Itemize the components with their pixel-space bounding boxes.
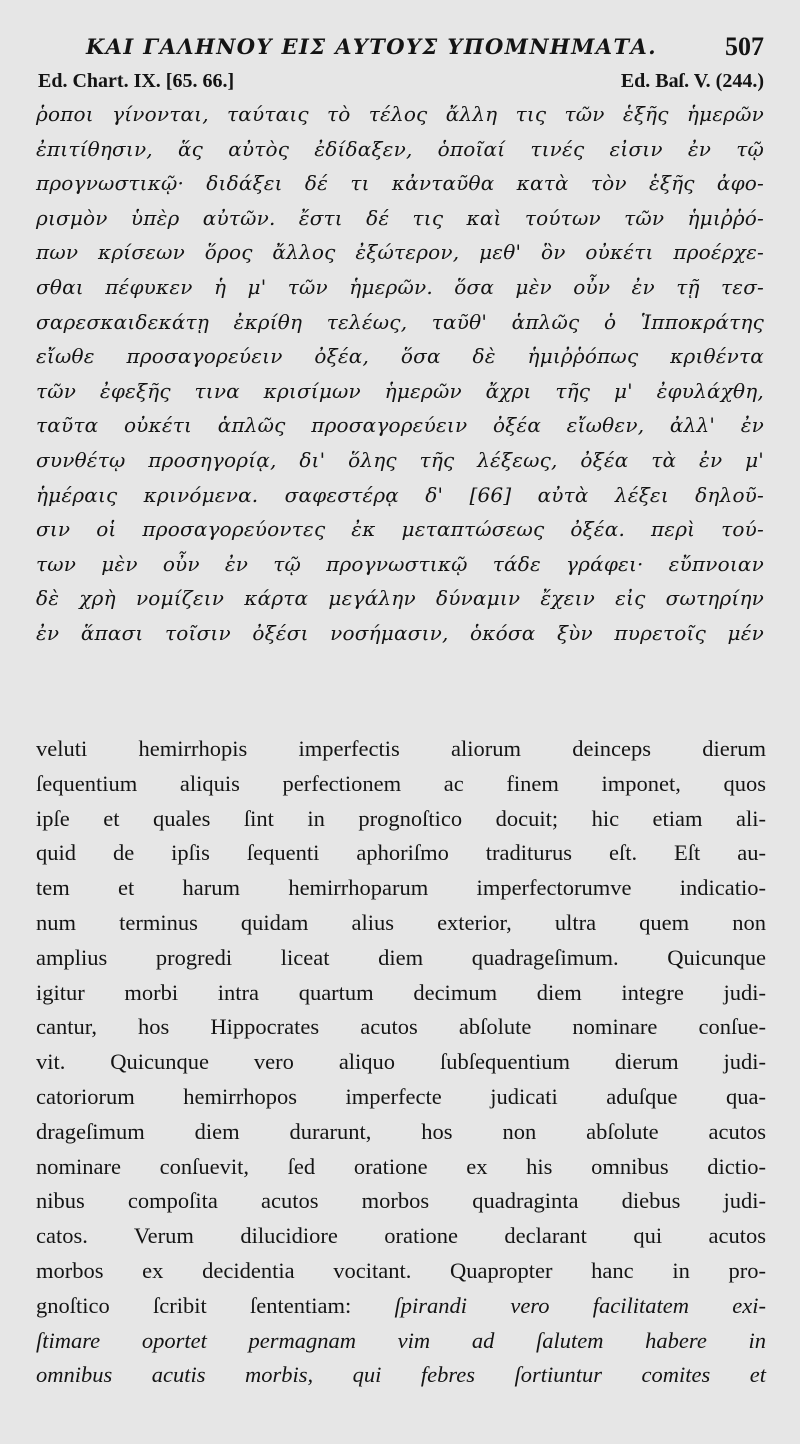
greek-line: ἐν ἅπασι τοῖσιν ὀξέσι νοσήμασιν, ὁκόσα ξὺν πυρετοῖς μέν [36, 620, 764, 645]
running-title: ΚΑΙ ΓΑΛΗΝΟΥ ΕΙΣ ΑΥΤΟΥΣ ΥΠΟΜΝΗΜΑΤΑ. [86, 34, 657, 59]
running-head [38, 34, 764, 64]
edition-chartier-reference: Ed. Chart. IX. [65. 66.] [38, 70, 235, 92]
greek-line: των μὲν οὖν ἐν τῷ προγνωστικῷ τάδε γράφει· εὔπνοιαν [36, 551, 764, 576]
greek-line: ἡμέραις κρινόμενα. σαφεστέρᾳ δ' [66] αὐτὰ λέξει δηλοῦ- [36, 482, 764, 507]
hippocratic-quote: ſtimare oportet permagnam vim ad ſalutem habere in [36, 1327, 766, 1353]
latin-line: catoriorum hemirrhopos imperfecte judicati aduſque qua- [36, 1083, 766, 1109]
hippocratic-quote: qui febres ſortiuntur comites et [352, 1362, 767, 1388]
latin-line: ipſe et quales ſint in prognoſtico docuit; hic etiam ali- [36, 805, 766, 831]
greek-line: σαρεσκαιδεκάτῃ ἐκρίθη τελέως, ταῦθ' ἁπλῶς ὁ Ἱπποκράτης [36, 309, 764, 334]
latin-line: morbos ex decidentia vocitant. Quapropter hanc in pro- [36, 1257, 766, 1283]
latin-line: veluti hemirrhopis imperfectis aliorum deinceps dierum [36, 736, 766, 761]
latin-line: amplius progredi liceat diem quadrageſimum. Quicunque [36, 944, 766, 970]
greek-line: ἐπιτίθησιν, ἅς αὐτὸς ἐδίδαξεν, ὁποῖαί τινές εἰσιν ἐν τῷ [36, 136, 764, 161]
greek-line: εἴωθε προσαγορεύειν ὀξέα, ὅσα δὲ ἡμιῤῥόπως κριθέντα [36, 344, 764, 369]
greek-line: σθαι πέφυκεν ἡ μ' τῶν ἡμερῶν. ὅσα μὲν οὖν ἐν τῇ τεσ- [36, 274, 764, 299]
latin-line-with-quote [36, 1289, 766, 1324]
hippocratic-quote: ſpirandi vero facilitatem exi- [394, 1292, 766, 1318]
greek-text-block [36, 97, 764, 651]
greek-line: προγνωστικῷ· διδάξει δέ τι κἀνταῦθα κατὰ τὸν ἑξῆς ἀφο- [36, 171, 764, 196]
latin-line: quid de ipſis ſequenti aphoriſmo traditurus eſt. Eſt au- [36, 840, 766, 866]
latin-line: tem et harum hemirrhoparum imperfectorumve indicatio- [36, 875, 766, 901]
latin-line-lead: gnoſtico ſcribit ſententiam: [36, 1292, 352, 1318]
hippocratic-quote: omnibus acutis morbis, [36, 1362, 314, 1388]
greek-line: πων κρίσεων ὅρος ἄλλος ἐξώτερον, μεθ' ὃν οὐκέτι προέρχε- [36, 240, 764, 265]
latin-line: drageſimum diem durarunt, hos non abſolute acutos [36, 1118, 766, 1144]
greek-line: σιν οἱ προσαγορεύοντες ἐκ μεταπτώσεως ὀξέα. περὶ τού- [36, 517, 764, 542]
greek-line: ρισμὸν ὑπὲρ αὐτῶν. ἔστι δέ τις καὶ τούτων τῶν ἡμιῤῥό- [36, 205, 764, 230]
edition-basel-reference: Ed. Baſ. V. (244.) [620, 70, 764, 92]
latin-line: cantur, hos Hippocrates acutos abſolute nominare conſue- [36, 1014, 766, 1040]
latin-line: ſequentium aliquis perfectionem ac finem imponet, quos [36, 770, 766, 796]
greek-line: τῶν ἐφεξῆς τινα κρισίμων ἡμερῶν ἄχρι τῆς μ' ἐφυλάχθη, [36, 378, 764, 403]
latin-line: vit. Quicunque vero aliquo ſubſequentium dierum judi- [36, 1049, 766, 1075]
greek-line: ῥοποι γίνονται, ταύταις τὸ τέλος ἄλλη τις τῶν ἑξῆς ἡμερῶν [36, 102, 764, 126]
latin-line: catos. Verum dilucidiore oratione declarant qui acutos [36, 1223, 766, 1249]
greek-line: δὲ χρὴ νομίζειν κάρτα μεγάλην δύναμιν ἔχειν εἰς σωτηρίην [36, 586, 764, 611]
greek-line: συνθέτῳ προσηγορίᾳ, δι' ὅλης τῆς λέξεως, ὀξέα τὰ ἐν μ' [36, 447, 764, 472]
latin-text-block [36, 732, 766, 1393]
edition-references [38, 70, 764, 96]
latin-line: igitur morbi intra quartum decimum diem integre judi- [36, 979, 766, 1005]
latin-line: nibus compoſita acutos morbos quadraginta diebus judi- [36, 1188, 766, 1214]
latin-line: nominare conſuevit, ſed oratione ex his omnibus dictio- [36, 1153, 766, 1179]
latin-line: num terminus quidam alius exterior, ultra quem non [36, 909, 766, 935]
page-number: 507 [725, 32, 764, 61]
greek-line: ταῦτα οὐκέτι ἁπλῶς προσαγορεύειν ὀξέα εἴωθεν, ἀλλ' ἐν [36, 413, 764, 438]
hippocratic-quote [36, 1358, 766, 1393]
